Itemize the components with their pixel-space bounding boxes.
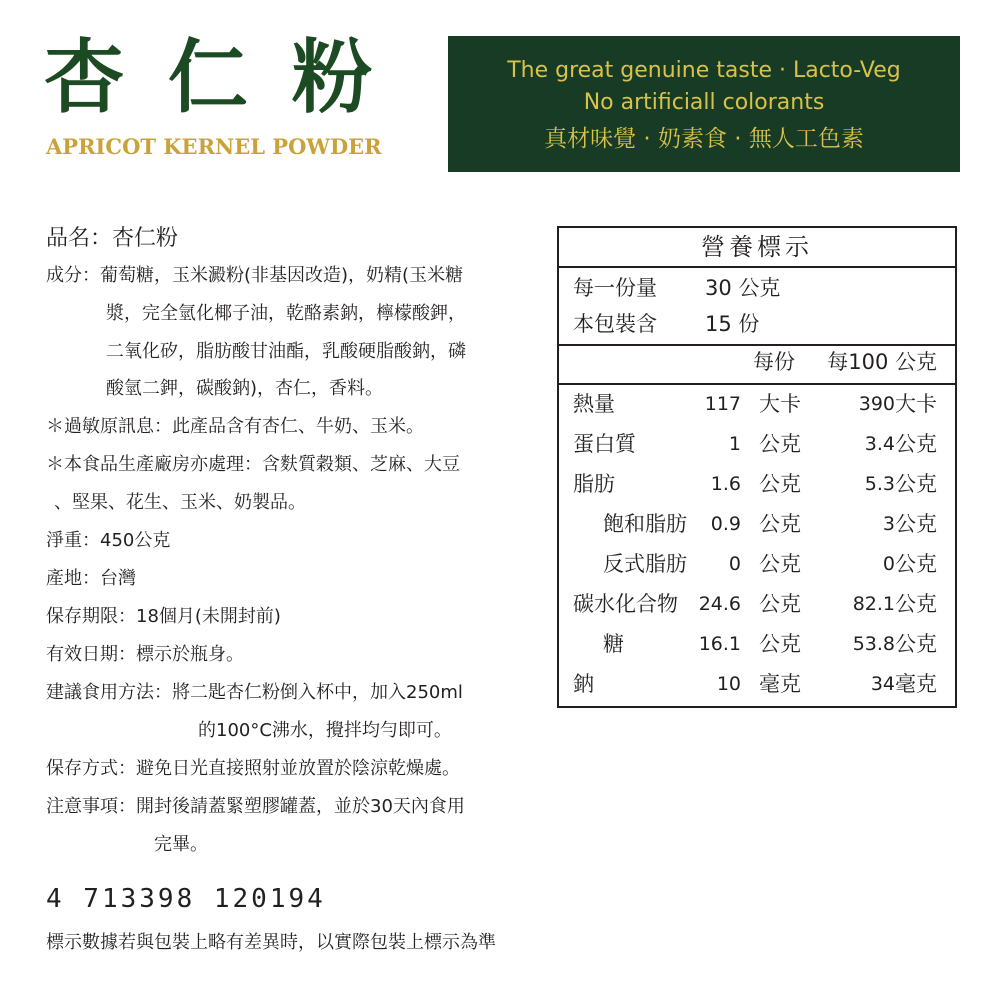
per-serving-value: 1 xyxy=(728,433,741,455)
nutrient-label: 碳水化合物 xyxy=(573,592,678,616)
storage-method: 保存方式：避免日光直接照射並放置於陰涼乾燥處。 xyxy=(46,758,460,779)
ingredients-line: 酸氫二鉀，碳酸鈉)，杏仁，香料。 xyxy=(106,378,384,399)
per-serving-value: 0.9 xyxy=(710,513,741,535)
servings-per-package-value: 15 份 xyxy=(705,312,760,336)
per-100g-value: 3.4 xyxy=(864,433,895,455)
divider xyxy=(559,344,955,346)
per-100g-unit: 公克 xyxy=(895,592,937,616)
per-100g-value: 390 xyxy=(858,393,895,415)
per-100g-unit: 公克 xyxy=(895,472,937,496)
column-per-serving: 每份 xyxy=(753,350,795,374)
per-serving-value: 24.6 xyxy=(698,593,741,615)
per-serving-unit: 公克 xyxy=(759,432,801,456)
per-100g-unit: 大卡 xyxy=(895,392,937,416)
per-serving-value: 0 xyxy=(728,553,741,575)
ingredients-line: 二氧化矽，脂肪酸甘油酯，乳酸硬脂酸鈉，磷 xyxy=(106,341,466,362)
barcode-number: 4 713398 120194 xyxy=(46,884,326,914)
feature-banner xyxy=(448,36,960,172)
column-per-100g: 每100 公克 xyxy=(827,350,937,374)
nutrient-label: 糖 xyxy=(603,632,624,656)
expiry-date: 有效日期：標示於瓶身。 xyxy=(46,644,244,665)
per-100g-value: 3 xyxy=(882,513,895,535)
per-100g-unit: 公克 xyxy=(895,512,937,536)
notice-line: 完畢。 xyxy=(154,834,208,855)
per-100g-unit: 毫克 xyxy=(895,672,937,696)
per-serving-unit: 公克 xyxy=(759,512,801,536)
divider xyxy=(559,383,955,385)
nutrient-label: 鈉 xyxy=(573,672,594,696)
per-serving-value: 1.6 xyxy=(710,473,741,495)
per-serving-unit: 公克 xyxy=(759,552,801,576)
footnote: 標示數據若與包裝上略有差異時，以實際包裝上標示為準 xyxy=(46,932,496,953)
usage-line: 的100°C沸水，攪拌均勻即可。 xyxy=(198,720,452,741)
per-100g-unit: 公克 xyxy=(895,552,937,576)
nutrient-label: 反式脂肪 xyxy=(603,552,687,576)
per-serving-unit: 公克 xyxy=(759,632,801,656)
banner-line-2: No artificiall colorants xyxy=(583,90,825,115)
factory-info: ＊本食品生產廠房亦處理：含麩質穀類、芝麻、大豆 xyxy=(46,454,460,475)
per-serving-unit: 毫克 xyxy=(759,672,801,696)
product-subtitle: APRICOT KERNEL POWDER xyxy=(46,134,382,159)
per-100g-unit: 公克 xyxy=(895,632,937,656)
origin: 產地：台灣 xyxy=(46,568,136,589)
nutrient-label: 蛋白質 xyxy=(573,432,636,456)
nutrient-label: 飽和脂肪 xyxy=(603,512,687,536)
per-serving-value: 10 xyxy=(716,673,741,695)
banner-line-3: 真材味覺 · 奶素食 · 無人工色素 xyxy=(544,126,864,152)
per-serving-unit: 公克 xyxy=(759,592,801,616)
shelf-life: 保存期限：18個月(未開封前) xyxy=(46,606,281,627)
product-name: 品名：杏仁粉 xyxy=(46,226,179,251)
net-weight: 淨重：450公克 xyxy=(46,530,171,551)
serving-size-label: 每一份量 xyxy=(573,276,657,300)
product-title: 杏仁粉 xyxy=(44,31,416,124)
servings-per-package-label: 本包裝含 xyxy=(573,312,657,336)
banner-line-1: The great genuine taste · Lacto-Veg xyxy=(507,58,901,83)
factory-info: 、堅果、花生、玉米、奶製品。 xyxy=(54,492,306,513)
per-100g-unit: 公克 xyxy=(895,432,937,456)
allergen-info: ＊過敏原訊息：此產品含有杏仁、牛奶、玉米。 xyxy=(46,416,424,437)
per-100g-value: 34 xyxy=(870,673,895,695)
per-serving-value: 117 xyxy=(704,393,741,415)
per-100g-value: 5.3 xyxy=(864,473,895,495)
per-serving-unit: 公克 xyxy=(759,472,801,496)
per-100g-value: 53.8 xyxy=(852,633,895,655)
per-100g-value: 82.1 xyxy=(852,593,895,615)
per-100g-value: 0 xyxy=(882,553,895,575)
ingredients-line: 成分：葡萄糖，玉米澱粉(非基因改造)，奶精(玉米糖 xyxy=(46,265,464,286)
nutrition-title: 營養標示 xyxy=(701,233,813,261)
nutrient-label: 脂肪 xyxy=(573,472,615,496)
per-serving-value: 16.1 xyxy=(698,633,741,655)
ingredients-line: 漿，完全氫化椰子油，乾酪素鈉，檸檬酸鉀， xyxy=(106,303,466,324)
nutrient-label: 熱量 xyxy=(573,392,615,416)
usage-line: 建議食用方法：將二匙杏仁粉倒入杯中，加入250ml xyxy=(46,682,463,703)
serving-size-value: 30 公克 xyxy=(705,276,781,300)
per-serving-unit: 大卡 xyxy=(759,392,801,416)
nutrition-facts-panel xyxy=(557,226,957,708)
divider xyxy=(559,266,955,268)
notice-line: 注意事項：開封後請蓋緊塑膠罐蓋，並於30天內食用 xyxy=(46,796,465,817)
